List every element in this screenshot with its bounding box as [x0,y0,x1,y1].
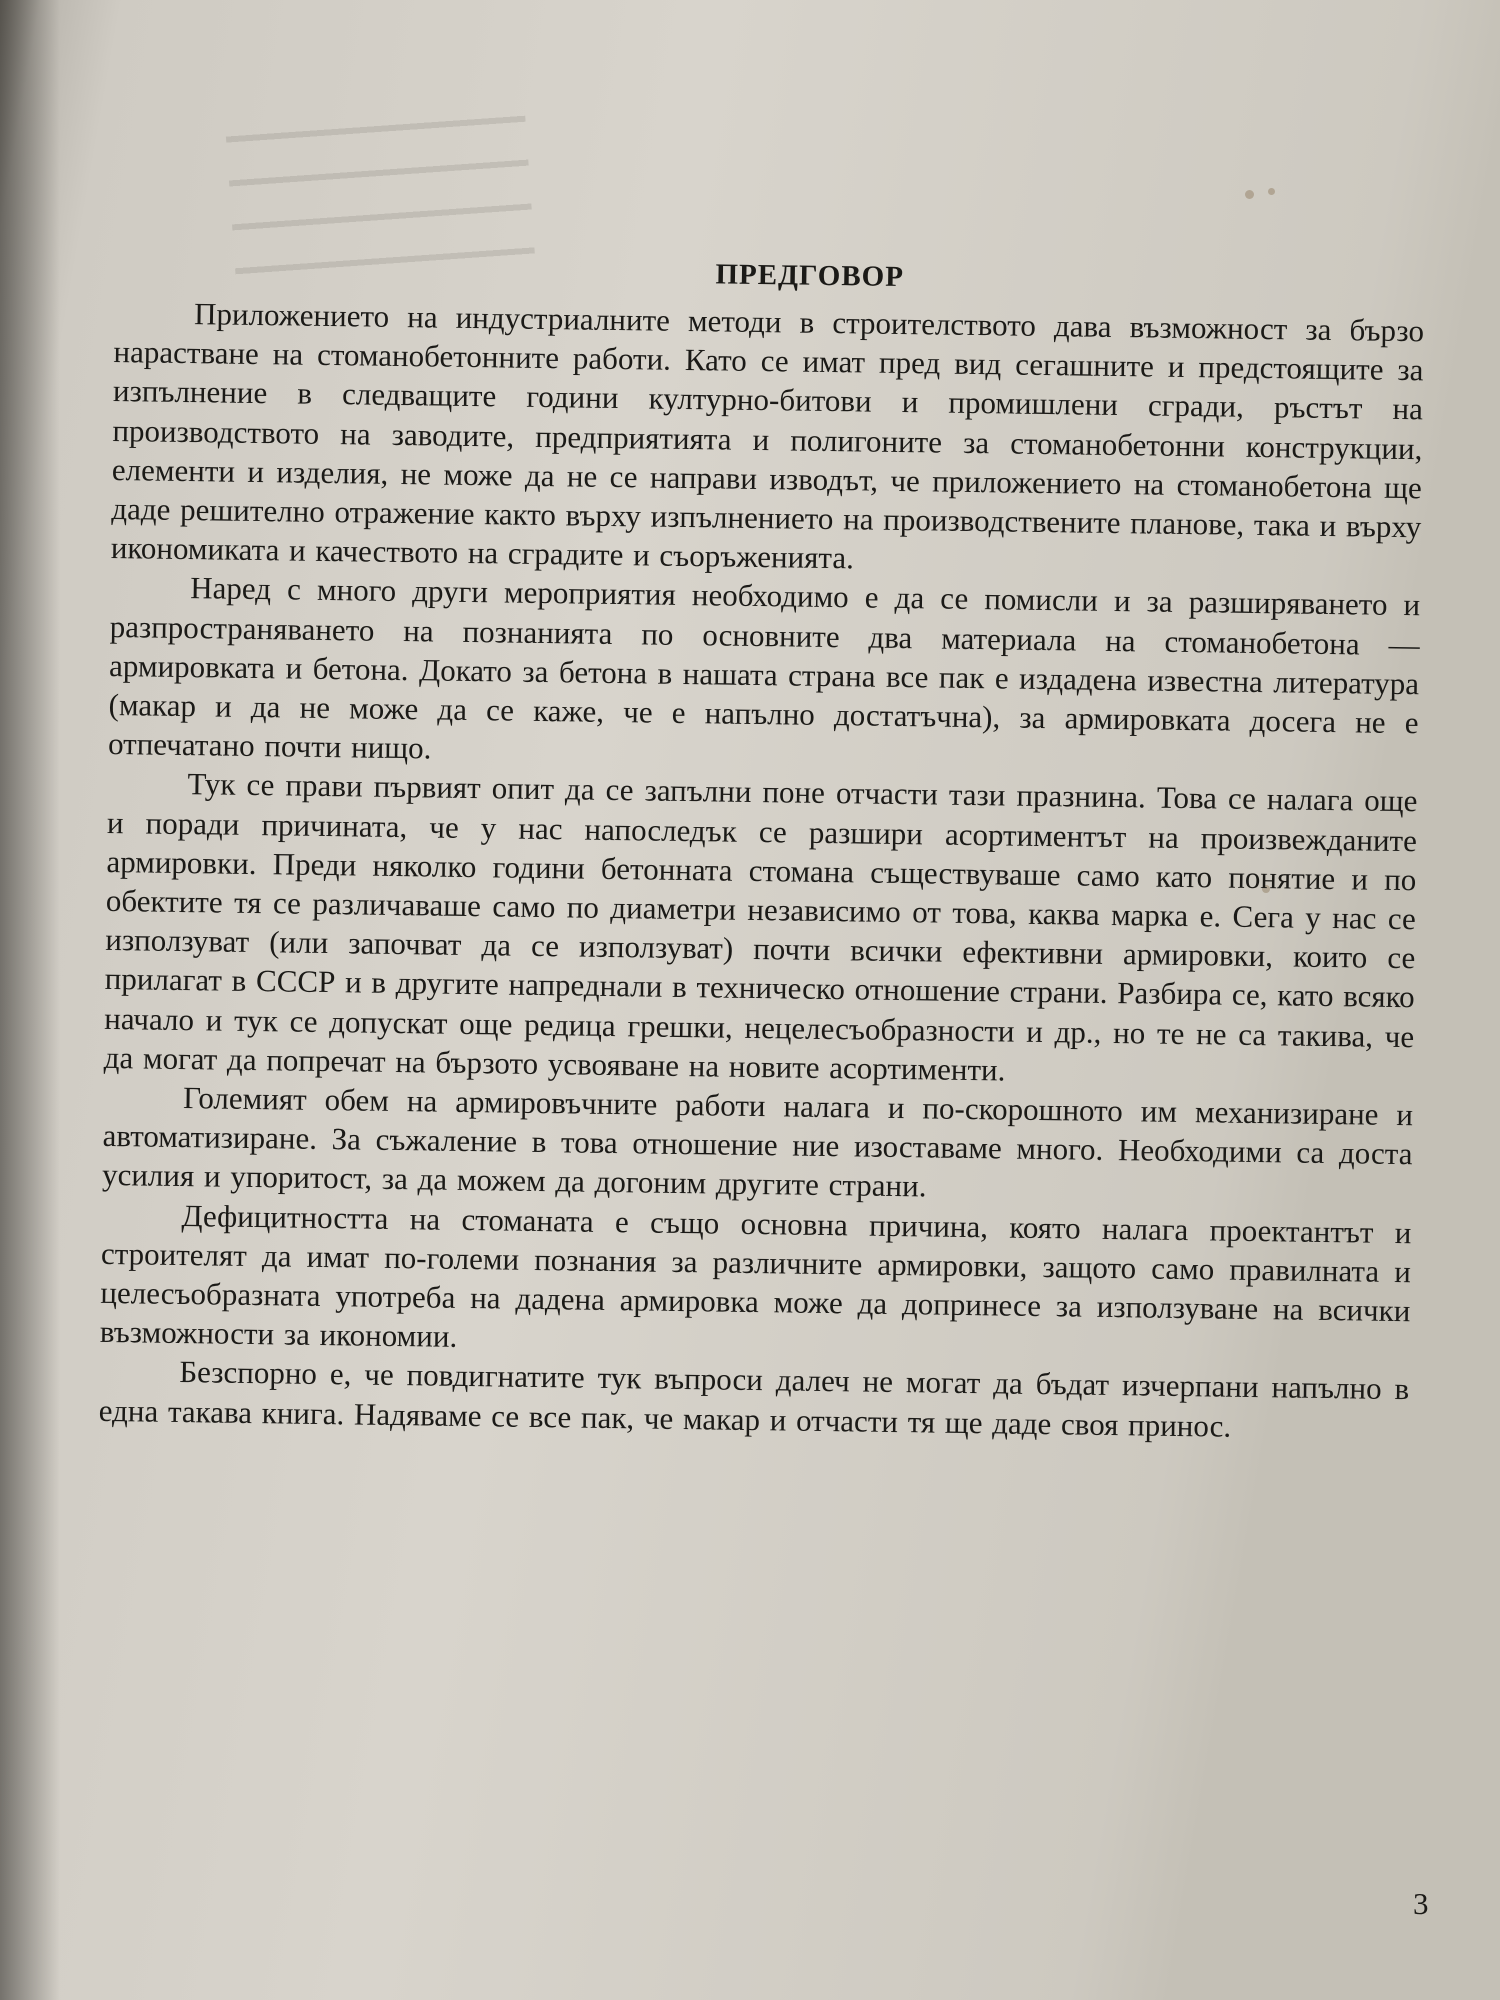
paper-stain [1268,188,1275,195]
page-number: 3 [1413,1886,1429,1921]
paragraph-4: Големият обем на армировъчните работи налага и по-скорошното им механизиране и автоматизиране. За съжаление в това отношение ние изоставаме много. Необходими са доста усилия и упоритост, за да можем да догоним другите страни. [101,1080,1414,1204]
page-title: ПРЕДГОВОР [715,258,905,294]
spine-shadow [0,0,60,2000]
paragraph-1: Приложението на индустриалните методи в строителството дава възможност за бързо нарастване на стоманобетонните работи. Като се имат пред вид сегашните и предстоящите за изпълнение в следващите години културно-битови и промишлени сгради, ръстът на производството на заводите, предприятията и полигоните за стоманобетонни конструкции, елементи и изделия, не може да не се направи изводът, че приложението на стоманобетона ще даде решително отражение както върху изпълнението на производствените планове, така и върху икономиката и качеството на сградите и съоръженията. [110,296,1425,576]
paragraph-5: Дефицитността на стоманата е също основна причина, която налага проектантът и строителят да имат по-големи познания за различните армировки, защото само правилната и целесъобразната употреба на дадена армировка може да допринесе за използуване на всички възможности за икономии. [99,1197,1412,1355]
preface-text [99,250,1425,1448]
paper-stain [1245,190,1254,199]
paragraph-3: Тук се прави първият опит да се запълни поне отчасти тази празнина. Това се налага още и поради причината, че у нас напоследък се разшири асортиментът на произвежданите армировки. Преди няколко години бетонната стомана съществуваше само като понятие и по обектите тя се различаваше само по диаметри независимо от това, каква марка е. Сега у нас се използуват (или започват да се използуват) почти всички ефективни армировки, които се прилагат в СССР и в другите напреднали в техническо отношение страни. Разбира се, като всяко начало и тук се допускат още редица грешки, нецелесъобразности и др., но те не са такива, че да могат да попречат на бързото усвояване на новите асортименти. [103,766,1418,1088]
paragraph-6: Безспорно е, че повдигнатите тук въпроси далеч не могат да бъдат изчерпани напълно в една такава книга. Надяваме се все пак, че макар и отчасти тя ще даде своя принос. [98,1354,1410,1444]
paragraph-2: Наред с много други мероприятия необходимо е да се помисли и за разширяването и разпространяването на познанията по основните два материала на стоманобетона — армировката и бетона. Докато за бетона в нашата страна все пак е издадена известна литература (макар и да не може да се каже, че е напълно достатъчна), за армировката досега не е отпечатано почти нищо. [107,570,1421,766]
